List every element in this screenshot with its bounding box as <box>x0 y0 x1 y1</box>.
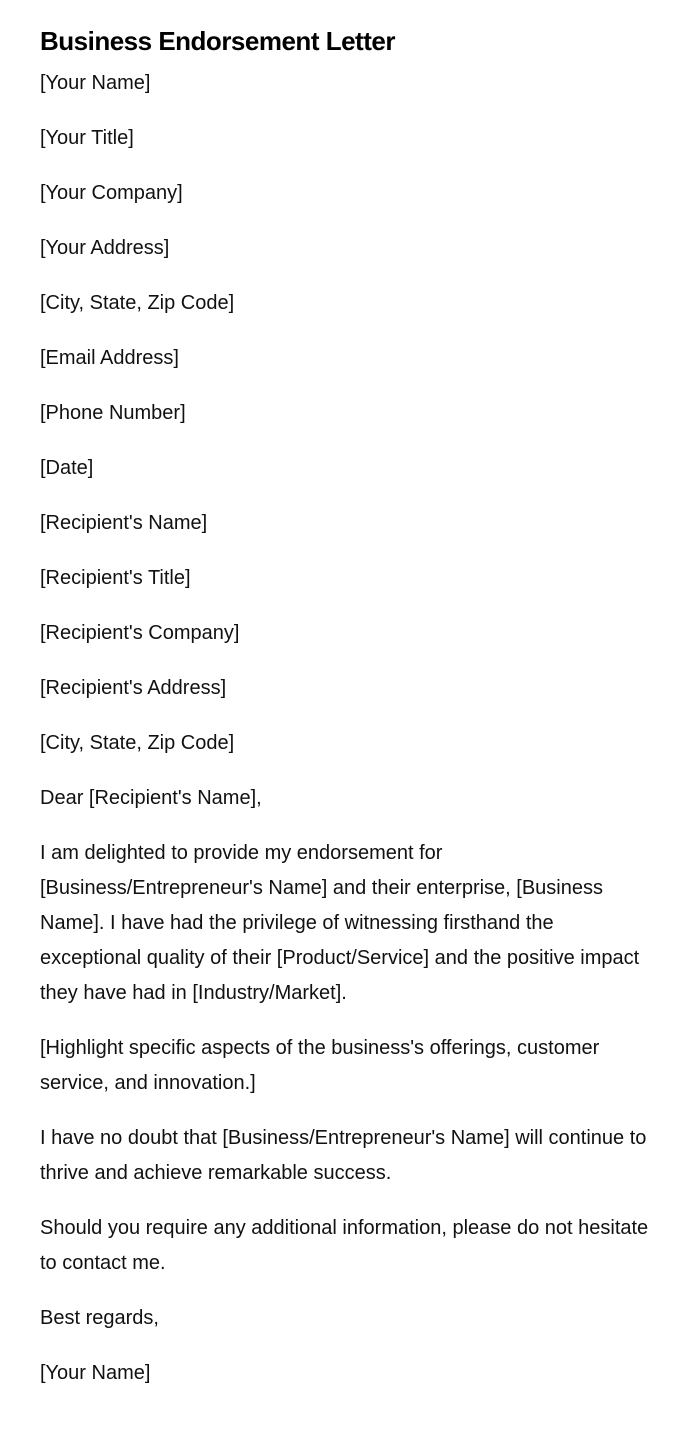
sender-name: [Your Name] <box>40 72 151 94</box>
sender-company: [Your Company] <box>40 182 183 204</box>
body-paragraph: [Highlight specific aspects of the business's offerings, customer service, and innovation.] <box>40 1037 600 1094</box>
letter-body <box>40 836 660 1281</box>
sender-address: [Your Address] <box>40 237 170 259</box>
sender-phone: [Phone Number] <box>40 402 186 424</box>
body-paragraph: I have no doubt that [Business/Entrepreneur's Name] will continue to thrive and achieve remarkable success. <box>40 1127 647 1184</box>
recipient-name: [Recipient's Name] <box>40 512 208 534</box>
document-title: Business Endorsement Letter <box>40 26 395 56</box>
signature-name: [Your Name] <box>40 1362 151 1384</box>
sender-city-state-zip: [City, State, Zip Code] <box>40 292 235 314</box>
recipient-block <box>40 506 660 761</box>
body-paragraph: Should you require any additional information, please do not hesitate to contact me. <box>40 1217 649 1274</box>
recipient-address: [Recipient's Address] <box>40 677 227 699</box>
recipient-city-state-zip: [City, State, Zip Code] <box>40 732 235 754</box>
recipient-title: [Recipient's Title] <box>40 567 191 589</box>
recipient-company: [Recipient's Company] <box>40 622 240 644</box>
sender-title: [Your Title] <box>40 127 134 149</box>
closing: Best regards, <box>40 1307 159 1329</box>
sender-email: [Email Address] <box>40 347 179 369</box>
letter-date: [Date] <box>40 457 94 479</box>
salutation: Dear [Recipient's Name], <box>40 787 262 809</box>
sender-block <box>40 66 660 431</box>
body-paragraph: I am delighted to provide my endorsement for [Business/Entrepreneur's Name] and their enterprise, [Business Name]. I have had the privilege of witnessing firsthand the exceptional quality of their [Product/Service] and the positive impact they have had in [Industry/Market]. <box>40 842 640 1004</box>
